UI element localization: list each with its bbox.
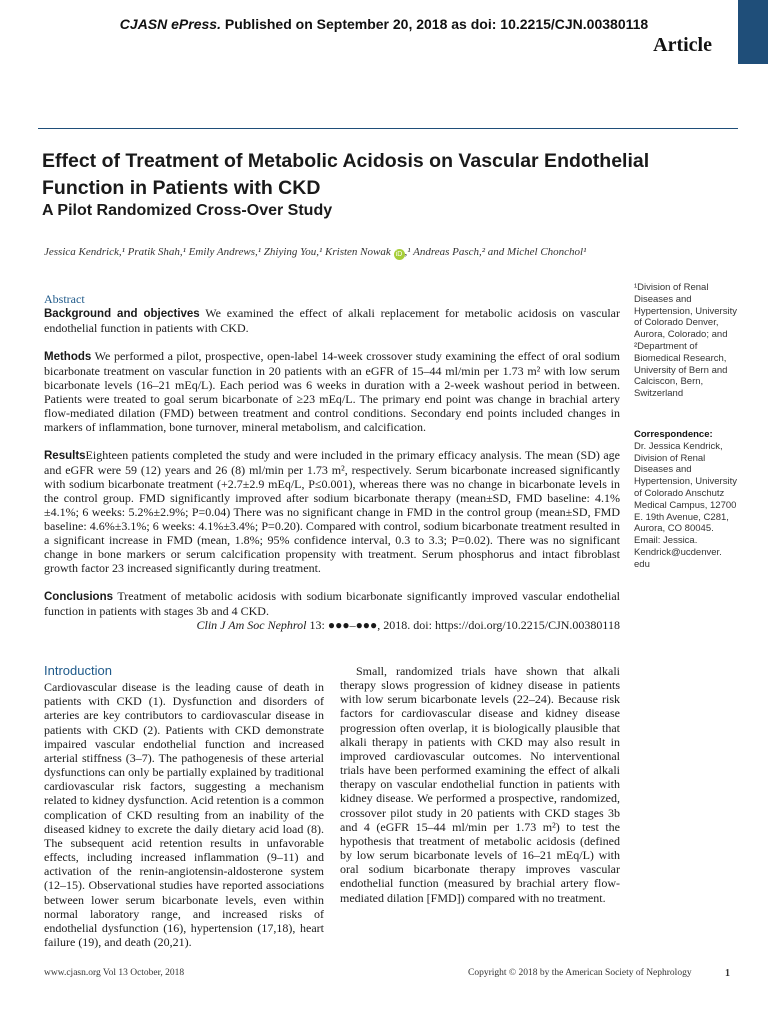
header-color-bar <box>738 0 768 64</box>
intro-paragraph-2: Small, randomized trials have shown that alkali therapy slows progression of kidney disease in patients with low serum bicarbonate levels (22–24). Because risk factors for cardiovascular disease and kidney disease progression often overlap, it is biologically plausible that alkali therapy in patients with CKD may also result in improved cardiovascular outcomes. No interventional trials have been performed examining the effect of alkali therapy on vascular endothelial function in patients with kidney disease. We performed a prospective, randomized, crossover pilot study in 20 patients with CKD stages 3b and 4 (eGFR 15–44 ml/min per 1.73 m²) to test the hypothesis that treatment of metabolic acidosis (defined by low serum bicarbonate levels of 16–21 mEq/L) with oral sodium bicarbonate therapy improves vascular endothelial function (measured by brachial artery flow-mediated dilation [FMD]) compared with no treatment. <box>340 664 620 905</box>
abstract-heading: Abstract <box>44 292 85 306</box>
page-number: 1 <box>725 968 730 979</box>
methods-text: We performed a pilot, prospective, open-label 14-week crossover study examining the effect of oral sodium bicarbonate treatment on vascular function in 20 patients with an eGFR of 15–44 ml/min per 1.73 m² with low serum bicarbonate levels (16–21 mEq/L). Each period was 6 weeks in duration with a 2-week washout period in between. Patients were treated to goal serum bicarbonate of ≥23 mEq/L. The primary end point was change in brachial artery flow-mediated dilation (FMD) between treatment and control conditions. Secondary end points included changes in markers of inflammation, bone turnover, mineral metabolism, and calcification. <box>44 349 620 434</box>
intro-paragraph-1: Cardiovascular disease is the leading cause of death in patients with CKD (1). Dysfunction and disorders of arteries are key contributors to cardiovascular disease in patients with CKD (2). Patients with CKD demonstrate impaired vascular endothelial function and increased arterial stiffness (3–7). The pathogenesis of these arterial dysfunctions can only be partially explained by traditional cardiovascular risk factors, suggesting a mechanism related to kidney dysfunction. Acid retention is a common complication of CKD resulting from an inability of the diseased kidney to excrete the daily dietary acid load (8). The subsequent acid retention results in unfavorable effects, including increased inflammation (9–11) and activation of the renin-angiotensin-aldosterone system (12–15). Observational studies have reported associations between lower serum bicarbonate levels, even within normal laboratory range, and increased risks of endothelial dysfunction (16), hypertension (17,18), heart failure (19), and death (20,21). <box>44 680 324 949</box>
citation-journal: Clin J Am Soc Nephrol <box>196 618 307 632</box>
background-text: We examined the effect of alkali replacement for metabolic acidosis on vascular endothelial function in patients with CKD. <box>44 306 620 335</box>
article-subtitle: A Pilot Randomized Cross-Over Study <box>42 202 333 219</box>
results-label: Results <box>44 450 86 462</box>
abstract-conclusions <box>44 589 620 618</box>
abstract-section <box>44 292 620 632</box>
epress-banner <box>0 16 768 32</box>
abstract-background <box>44 306 620 335</box>
methods-label: Methods <box>44 351 92 363</box>
citation-details[interactable]: 13: ●●●–●●●, 2018. doi: https://doi.org/10.2215/CJN.00380118 <box>306 618 620 632</box>
article-title: Effect of Treatment of Metabolic Acidosis on Vascular Endothelial Function in Patients with CKD <box>42 150 650 199</box>
introduction-heading: Introduction <box>44 663 112 678</box>
header-rule <box>38 128 738 129</box>
citation-line <box>44 618 620 632</box>
abstract-results <box>44 448 620 575</box>
authors-part-1: Jessica Kendrick,¹ Pratik Shah,¹ Emily Andrews,¹ Zhiying You,¹ Kristen Nowak <box>44 246 394 258</box>
journal-epress-label: CJASN ePress. <box>119 16 221 32</box>
background-label: Background and objectives <box>44 308 200 320</box>
correspondence-label: Correspondence: <box>634 429 713 440</box>
correspondence <box>634 429 738 571</box>
published-line: Published on September 20, 2018 as doi: 10.2215/CJN.00380118 <box>220 16 649 32</box>
footer-copyright: Copyright © 2018 by the American Society of Nephrology <box>468 968 692 978</box>
correspondence-text: Dr. Jessica Kendrick, Division of Renal Diseases and Hypertension, University of Colorado Anschutz Medical Campus, 12700 E. 19th Avenue, C281, Aurora, CO 80045. Email: Jessica. Kendrick@ucdenver. edu <box>634 440 737 570</box>
orcid-icon[interactable]: iD <box>394 249 405 260</box>
affiliation-1: ¹Division of Renal Diseases and Hypertension, University of Colorado Denver, Aurora, Colorado; and <box>634 282 737 341</box>
conclusions-text: Treatment of metabolic acidosis with sodium bicarbonate significantly improved vascular endothelial function in patients with stages 3b and 4 CKD. <box>44 589 620 618</box>
section-label: Article <box>653 34 712 56</box>
abstract-methods <box>44 349 620 434</box>
author-list <box>44 245 624 260</box>
intro-column-2 <box>340 664 620 905</box>
affiliations <box>634 282 738 400</box>
results-text: Eighteen patients completed the study and were included in the primary efficacy analysis. The mean (SD) age and eGFR were 59 (12) years and 26 (8) ml/min per 1.73 m², respectively. Serum bicarbonate increased significantly with sodium bicarbonate treatment (+2.7±2.9 mEq/L, P≤0.001), whereas there was no change in bicarbonate levels in the control group. FMD significantly improved after sodium bicarbonate therapy (mean±SD, FMD baseline: 4.1%±4.1%; 6 weeks: 5.2%±2.9%; P=0.04) There was no significant change in FMD in the control group (mean±SD, FMD baseline: 4.6%±3.1%; 6 weeks: 4.1%±3.4%; P=0.20). Compared with control, sodium bicarbonate treatment resulted in a significant increase in FMD (mean, 1.8%; 95% confidence interval, 0.3 to 3.3; P=0.02). There was no significant change in bone markers or serum calcification propensity with treatment. Serum phosphorus and intact fibroblast growth factor 23 increased significantly during treatment. <box>44 448 620 575</box>
conclusions-label: Conclusions <box>44 591 114 603</box>
authors-part-2: ,¹ Andreas Pasch,² and Michel Chonchol¹ <box>404 246 587 258</box>
intro-column-1 <box>44 664 324 949</box>
footer-journal-info: www.cjasn.org Vol 13 October, 2018 <box>44 968 185 978</box>
affiliation-2: ²Department of Biomedical Research, University of Bern and Calciscon, Bern, Switzerland <box>634 340 728 400</box>
